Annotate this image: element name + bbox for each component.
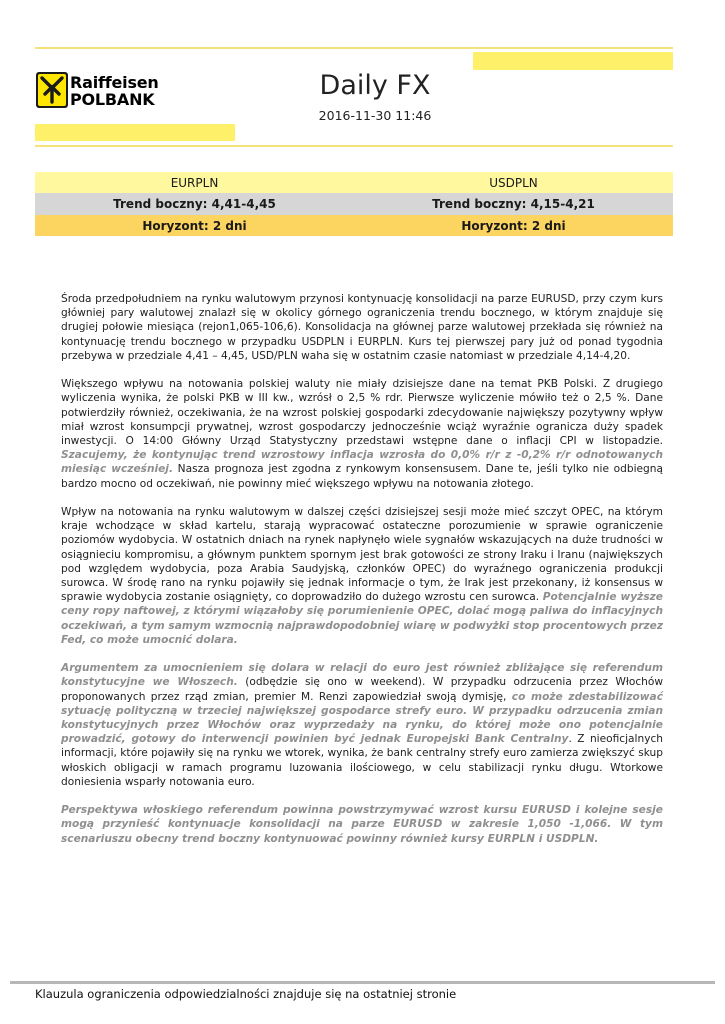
paragraph-text: Nasza prognoza jest zgodna z rynkowym konsensusem. Dane te, jeśli tylko nie odbiegną bardzo mocno od oczekiwań, nie powinny mieć większego wpływu na notowania złotego. (61, 463, 663, 490)
trend-eurpln: Trend boczny: 4,41-4,45 (35, 193, 354, 215)
horizon-eurpln: Horyzont: 2 dni (35, 215, 354, 236)
report-datetime: 2016-11-30 11:46 (318, 108, 432, 123)
header-accent-bar-top (473, 52, 673, 70)
highlight-text: Szacujemy, że kontynując trend wzrostowy inflacja wzrosła do 0,0% r/r z -0,2% r/r odnotowanych miesiąc wcześniej. (61, 449, 663, 476)
logo-wordmark (70, 74, 159, 108)
paragraph-gdp-inflation (61, 377, 663, 491)
highlight-text: Potencjalnie wyższe ceny ropy naftowej, z którymi wiązałoby się porumienienie OPEC, dolać mogą paliwa do inflacyjnych oczekiwań, a tym samym wzmocnią najprawdopodobniej wiarę w podwyżki stop procentowych przez Fed, co może umocnić dolara. (61, 591, 663, 646)
highlight-text: co może zdestabilizować sytuację polityczną w trzeciej największej gospodarce strefy euro. W przypadku odrzucenia zmian konstytucyjnych przez Włochów oraz wyprzedaży na rynku, do której może ono potencjalnie prowadzić, gotowy do interwencji powinien być jednak Europejski Bank Centralny (61, 690, 663, 746)
header-accent-bar-bottom (35, 124, 235, 141)
logo-line-1: Raiffeisen (70, 73, 159, 92)
pair-usdpln: USDPLN (354, 172, 673, 193)
logo-line-2: POLBANK (70, 90, 155, 109)
header-bottom-rule (35, 145, 673, 147)
header-top-rule (35, 47, 673, 49)
paragraph-text: (odbędzie się ono w weekend). W przypadku odrzucenia przez Włochów proponowanych przez rząd zmian, premier M. Renzi zapowiedział swoją dymisję, (61, 676, 664, 703)
table-row-pairs (35, 172, 673, 193)
paragraph-market-overview: Środa przedpołudniem na rynku walutowym przynosi kontynuację konsolidacji na parze EURUSD, przy czym kurs główniej pary walutowej znalazł się w okolicy górnego ograniczenia trendu bocznego, w którym znajduje się drugiej połowie miesiąca (rejon1,065-106,6). Konsolidacja na głównej parze walutowej przekłada się również na kontynuację trendu bocznego w przypadku USDPLN i EURPLN. Kurs tej pierwszej pary już od ponad tygodnia przebywa w przedziale 4,41 – 4,45, USD/PLN waha się w ostatnim czasie natomiast w przedziale 4,14-4,20. (61, 293, 663, 362)
footer-rule (10, 981, 715, 984)
raiffeisen-gable-icon (36, 72, 68, 108)
table-row-trend (35, 193, 673, 215)
fx-summary-table (35, 172, 673, 236)
pair-eurpln: EURPLN (35, 172, 354, 193)
disclaimer-note: Klauzula ograniczenia odpowiedzialności znajduje się na ostatniej stronie (35, 987, 457, 1001)
table-row-horizon (35, 215, 673, 236)
paragraph-text: Wpływ na notowania na rynku walutowym w dalszej części dzisiejszej sesji może mieć szczyt OPEC, na którym kraje wchodzące w skład kartelu, starają wypracować ostateczne porozumienie w sprawie ograniczenie poziomów wydobycia. W ostatnich dniach na rynek napłynęło wiele sygnałów wskazujących na duże trudności w osiągnieciu kompromisu, a głównym punktem spornym jest brak gotowości ze strony Iraku i Iranu (największych pod względem wydobycia, poza Arabia Saudyjską, członków OPEC) do wyraźnego ograniczenia produkcji surowca. W środę rano na rynku pojawiły się jednak informacje o tym, że Irak jest przekonany, iż konsensus w sprawie wydobycia zostanie osiągnięty, co doprowadziło do dużego wzrostu cen surowca. (61, 506, 663, 604)
horizon-usdpln: Horyzont: 2 dni (354, 215, 673, 236)
report-body (61, 292, 663, 860)
trend-usdpln: Trend boczny: 4,15-4,21 (354, 193, 673, 215)
paragraph-text: Większego wpływu na notowania polskiej waluty nie miały dzisiejsze dane na temat PKB Polski. Z drugiego wyliczenia wynika, że polski PKB w III kw., wzrósł o 2,5 % rdr. Pierwsze wyliczenie mówiło też o 2,5 %. Dane potwierdziły również, oczekiwania, że na wzrost polskiej gospodarki zdecydowanie największy pozytywny wpływ miał wzrost konsumpcji prywatnej, wzrost gospodarczy jednocześnie wciąż wyraźnie ogranicza duży spadek inwestycji. O 14:00 Główny Urząd Statystyczny przedstawi wstępne dane o inflacji CPI w listopadzie. (61, 378, 663, 448)
highlight-text: Argumentem za umocnieniem się dolara w relacji do euro jest również zbliżające się referendum konstytucyjne we Włoszech. (61, 662, 663, 689)
paragraph-text: . Z nieoficjalnych informacji, które pojawiły się na rynku we wtorek, wynika, że bank centralny strefy euro zamierza zwiększyć skup włoskich obligacji w ramach programu luzowania ilościowego, w celu stabilizacji rynku długu. Wtorkowe doniesienia wsparły notowania euro. (61, 733, 663, 788)
paragraph-italy-referendum (61, 661, 663, 789)
paragraph-opec (61, 505, 663, 647)
paragraph-outlook: Perspektywa włoskiego referendum powinna powstrzymywać wzrost kursu EURUSD i kolejne sesje mogą przynieść kontynuacje konsolidacji na parze EURUSD w zakresie 1,050 -1,066. W tym scenariuszu obecny trend boczny kontynuować powinny również kursy EURPLN i USDPLN. (61, 804, 663, 845)
page-title: Daily FX (319, 70, 431, 101)
